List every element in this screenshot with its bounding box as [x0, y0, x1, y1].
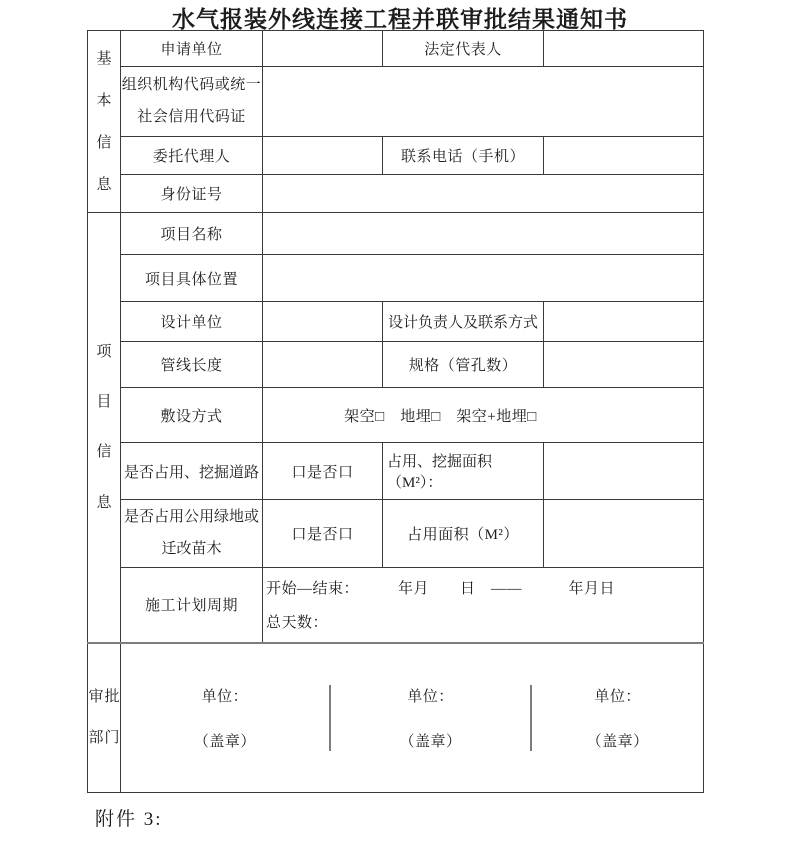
approval-unit-cell-2 — [331, 685, 533, 751]
project-name-label-cell: 项目名称 — [121, 213, 263, 255]
laying-method-options-cell: 架空□ 地埋□ 架空+地埋□ — [263, 388, 704, 443]
project-name-value-cell — [263, 213, 704, 255]
road-occupation-checkbox-cell: 口是否口 — [263, 443, 383, 500]
agent-value-cell — [263, 137, 383, 175]
basic-info-vertical-text: 基本信息 — [96, 50, 112, 193]
green-space-label-cell — [121, 500, 263, 568]
approval-seal-label-3: （盖章） — [586, 733, 649, 750]
phone-label-cell: 联系电话（手机） — [383, 137, 544, 175]
design-unit-label-cell: 设计单位 — [121, 302, 263, 342]
approval-dept-vertical-text: 审批部门 — [88, 689, 121, 746]
road-occupation-label-cell: 是否占用、挖掘道路 — [121, 443, 263, 500]
excavation-area-value-cell — [544, 443, 704, 500]
page-title: 水气报装外线连接工程并联审批结果通知书 — [172, 7, 628, 32]
attachment-note: 附件 3: — [95, 809, 163, 830]
approval-cells-container — [121, 643, 704, 793]
approval-unit-cell-1 — [121, 685, 331, 751]
approval-unit-label-2: 单位： — [407, 688, 454, 705]
pipeline-length-label-cell: 管线长度 — [121, 342, 263, 388]
legal-rep-value-cell — [544, 31, 704, 67]
green-space-label-line2: 迁改苗木 — [161, 540, 222, 557]
spec-label-cell: 规格（管孔数） — [383, 342, 544, 388]
pipeline-length-value-cell — [263, 342, 383, 388]
form-table — [87, 30, 704, 793]
approval-seal-label-1: （盖章） — [193, 733, 256, 750]
design-lead-value-cell — [544, 302, 704, 342]
green-space-checkbox-cell: 口是否口 — [263, 500, 383, 568]
section-label-approval-dept — [88, 643, 121, 793]
approval-unit-label-1: 单位： — [201, 688, 249, 705]
design-unit-value-cell — [263, 302, 383, 342]
approval-seal-label-2: （盖章） — [399, 733, 462, 750]
org-code-label-cell — [121, 67, 263, 137]
approval-unit-label-3: 单位： — [594, 688, 641, 705]
excavation-area-label-cell: 占用、挖掘面积（M²）： — [383, 443, 544, 500]
schedule-value-cell — [263, 568, 704, 643]
applicant-value-cell — [263, 31, 383, 67]
schedule-total-days-line: 总天数： — [266, 615, 329, 632]
schedule-start-end-line: 开始—结束： 年月 日 —— 年月日 — [266, 581, 616, 598]
phone-value-cell — [544, 137, 704, 175]
approval-unit-cell-3 — [532, 685, 703, 751]
applicant-label-cell: 申请单位 — [121, 31, 263, 67]
org-code-label-line2: 社会信用代码证 — [137, 108, 246, 125]
section-label-basic-info — [88, 31, 121, 213]
agent-label-cell: 委托代理人 — [121, 137, 263, 175]
id-number-label-cell: 身份证号 — [121, 175, 263, 213]
project-location-value-cell — [263, 255, 704, 302]
section-label-project-info — [88, 213, 121, 643]
occupied-area-label-cell: 占用面积（M²） — [383, 500, 544, 568]
legal-rep-label-cell: 法定代表人 — [383, 31, 544, 67]
id-number-value-cell — [263, 175, 704, 213]
occupied-area-value-cell — [544, 500, 704, 568]
spec-value-cell — [544, 342, 704, 388]
org-code-label-line1: 组织机构代码或统一 — [121, 77, 262, 93]
project-info-vertical-text: 项目信息 — [96, 343, 112, 511]
org-code-value-cell — [263, 67, 704, 137]
laying-method-label-cell: 敷设方式 — [121, 388, 263, 443]
project-location-label-cell: 项目具体位置 — [121, 255, 263, 302]
schedule-label-cell: 施工计划周期 — [121, 568, 263, 643]
design-lead-label-cell: 设计负责人及联系方式 — [383, 302, 544, 342]
green-space-label-line1: 是否占用公用绿地或 — [123, 509, 259, 525]
